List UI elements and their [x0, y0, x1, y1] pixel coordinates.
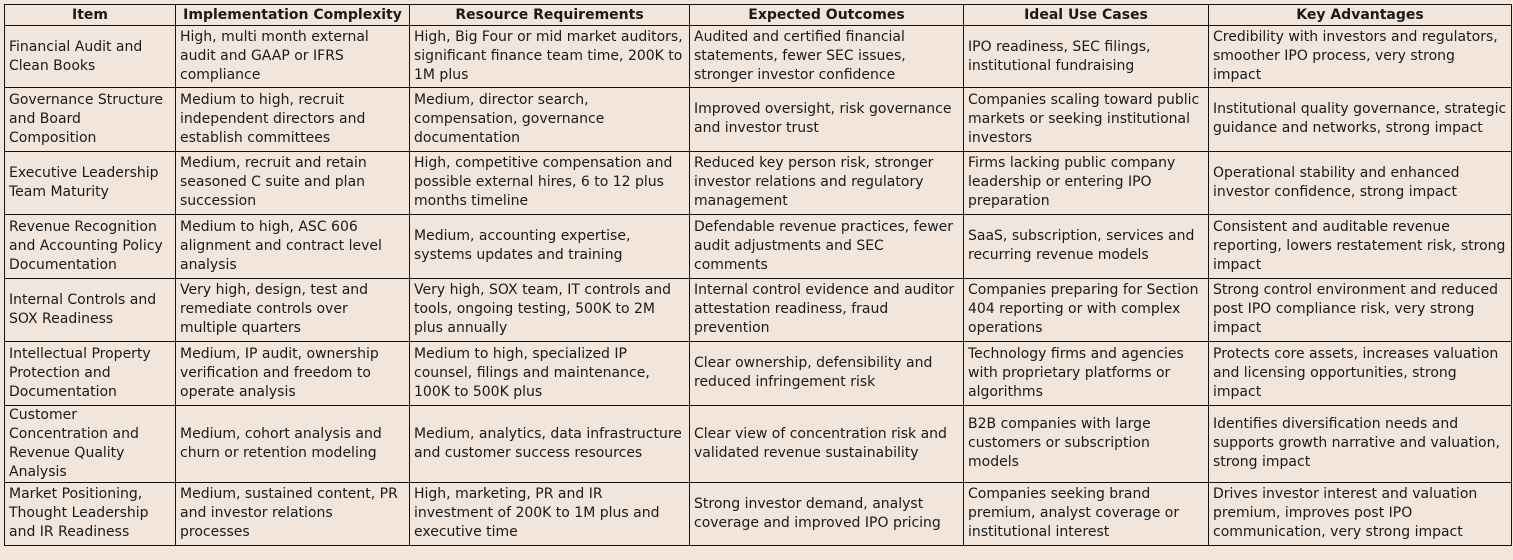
cell-ideal-use-cases: Companies seeking brand premium, analyst coverage or institutional interest [964, 482, 1209, 546]
cell-resource-requirements: Medium, director search, compensation, governance documentation [410, 88, 690, 152]
cell-ideal-use-cases: SaaS, subscription, services and recurring revenue models [964, 215, 1209, 279]
cell-item: Intellectual Property Protection and Documentation [5, 342, 176, 406]
cell-resource-requirements: Medium, accounting expertise, systems updates and training [410, 215, 690, 279]
cell-resource-requirements: High, Big Four or mid market auditors, significant finance team time, 200K to 1M plus [410, 26, 690, 88]
cell-key-advantages: Institutional quality governance, strategic guidance and networks, strong impact [1209, 88, 1512, 152]
table-row [5, 215, 1512, 279]
cell-item: Market Positioning, Thought Leadership and IR Readiness [5, 482, 176, 546]
cell-key-advantages: Operational stability and enhanced investor confidence, strong impact [1209, 151, 1512, 215]
cell-implementation-complexity: Medium, cohort analysis and churn or retention modeling [176, 405, 410, 482]
cell-item: Revenue Recognition and Accounting Policy Documentation [5, 215, 176, 279]
header-expected-outcomes: Expected Outcomes [690, 5, 964, 26]
header-key-advantages: Key Advantages [1209, 5, 1512, 26]
cell-ideal-use-cases: IPO readiness, SEC filings, institutional fundraising [964, 26, 1209, 88]
cell-implementation-complexity: Very high, design, test and remediate controls over multiple quarters [176, 278, 410, 342]
cell-implementation-complexity: Medium, sustained content, PR and investor relations processes [176, 482, 410, 546]
cell-item: Internal Controls and SOX Readiness [5, 278, 176, 342]
table-row [5, 278, 1512, 342]
header-item: Item [5, 5, 176, 26]
cell-implementation-complexity: Medium, IP audit, ownership verification and freedom to operate analysis [176, 342, 410, 406]
table-row [5, 405, 1512, 482]
cell-ideal-use-cases: Technology firms and agencies with proprietary platforms or algorithms [964, 342, 1209, 406]
table-row [5, 88, 1512, 152]
table-row [5, 26, 1512, 88]
cell-item: Customer Concentration and Revenue Quality Analysis [5, 405, 176, 482]
table-row [5, 151, 1512, 215]
cell-implementation-complexity: Medium, recruit and retain seasoned C suite and plan succession [176, 151, 410, 215]
table-row [5, 482, 1512, 546]
cell-resource-requirements: High, competitive compensation and possible external hires, 6 to 12 plus months timeline [410, 151, 690, 215]
cell-expected-outcomes: Improved oversight, risk governance and investor trust [690, 88, 964, 152]
cell-implementation-complexity: High, multi month external audit and GAAP or IFRS compliance [176, 26, 410, 88]
cell-key-advantages: Strong control environment and reduced post IPO compliance risk, very strong impact [1209, 278, 1512, 342]
header-ideal-use-cases: Ideal Use Cases [964, 5, 1209, 26]
cell-resource-requirements: High, marketing, PR and IR investment of 200K to 1M plus and executive time [410, 482, 690, 546]
cell-implementation-complexity: Medium to high, recruit independent directors and establish committees [176, 88, 410, 152]
cell-key-advantages: Identifies diversification needs and supports growth narrative and valuation, strong impact [1209, 405, 1512, 482]
cell-expected-outcomes: Clear ownership, defensibility and reduced infringement risk [690, 342, 964, 406]
cell-expected-outcomes: Reduced key person risk, stronger investor relations and regulatory management [690, 151, 964, 215]
cell-expected-outcomes: Audited and certified financial statements, fewer SEC issues, stronger investor confidence [690, 26, 964, 88]
cell-resource-requirements: Very high, SOX team, IT controls and tools, ongoing testing, 500K to 2M plus annually [410, 278, 690, 342]
cell-item: Financial Audit and Clean Books [5, 26, 176, 88]
cell-expected-outcomes: Clear view of concentration risk and validated revenue sustainability [690, 405, 964, 482]
cell-ideal-use-cases: Companies preparing for Section 404 reporting or with complex operations [964, 278, 1209, 342]
cell-key-advantages: Consistent and auditable revenue reporting, lowers restatement risk, strong impact [1209, 215, 1512, 279]
header-row [5, 5, 1512, 26]
cell-ideal-use-cases: B2B companies with large customers or subscription models [964, 405, 1209, 482]
header-implementation-complexity: Implementation Complexity [176, 5, 410, 26]
cell-expected-outcomes: Internal control evidence and auditor attestation readiness, fraud prevention [690, 278, 964, 342]
cell-ideal-use-cases: Firms lacking public company leadership or entering IPO preparation [964, 151, 1209, 215]
cell-expected-outcomes: Strong investor demand, analyst coverage and improved IPO pricing [690, 482, 964, 546]
cell-resource-requirements: Medium, analytics, data infrastructure and customer success resources [410, 405, 690, 482]
comparison-table [4, 4, 1512, 546]
cell-key-advantages: Protects core assets, increases valuation and licensing opportunities, strong impact [1209, 342, 1512, 406]
cell-item: Executive Leadership Team Maturity [5, 151, 176, 215]
cell-key-advantages: Credibility with investors and regulators, smoother IPO process, very strong impact [1209, 26, 1512, 88]
header-resource-requirements: Resource Requirements [410, 5, 690, 26]
cell-key-advantages: Drives investor interest and valuation premium, improves post IPO communication, very strong impact [1209, 482, 1512, 546]
cell-implementation-complexity: Medium to high, ASC 606 alignment and contract level analysis [176, 215, 410, 279]
cell-expected-outcomes: Defendable revenue practices, fewer audit adjustments and SEC comments [690, 215, 964, 279]
cell-resource-requirements: Medium to high, specialized IP counsel, filings and maintenance, 100K to 500K plus [410, 342, 690, 406]
table-row [5, 342, 1512, 406]
cell-ideal-use-cases: Companies scaling toward public markets or seeking institutional investors [964, 88, 1209, 152]
cell-item: Governance Structure and Board Composition [5, 88, 176, 152]
